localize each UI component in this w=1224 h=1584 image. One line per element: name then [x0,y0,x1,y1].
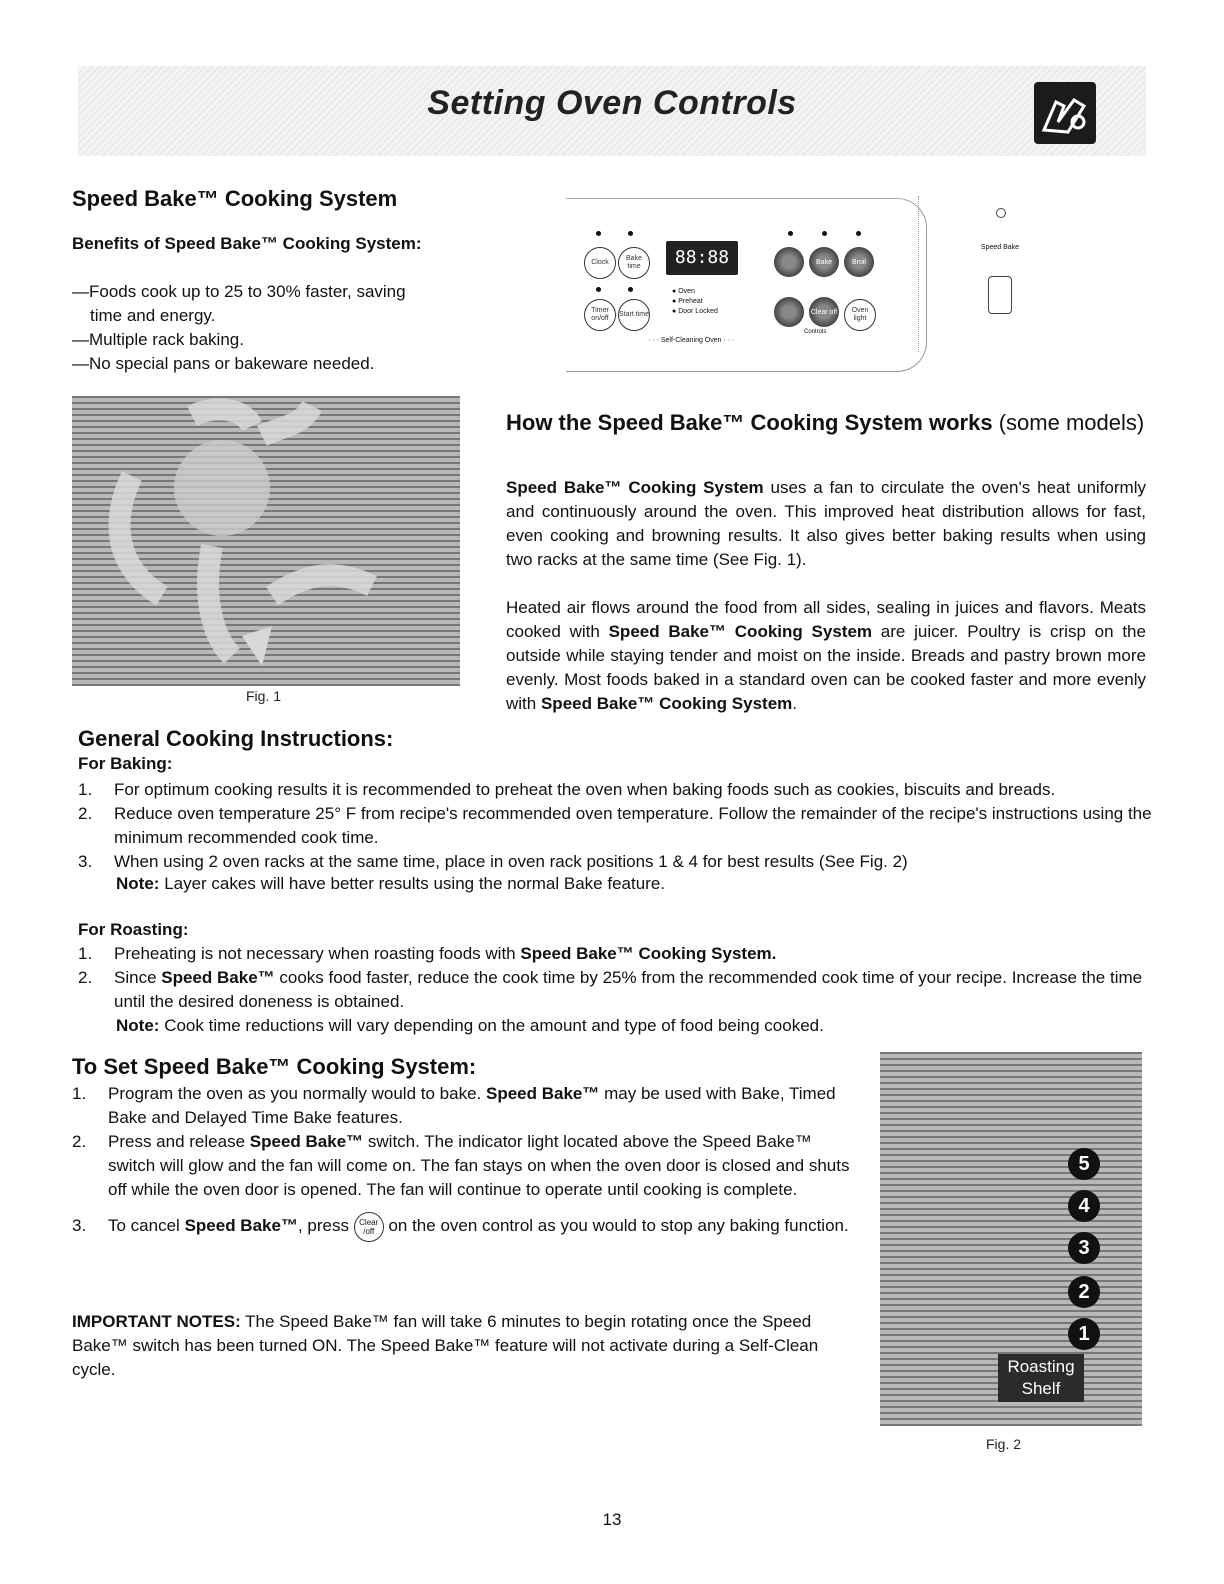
panel-divider [918,196,920,352]
list-item: 2. Since Speed Bake™ cooks food faster, reduce the cook time by 25% from the recommended cook time of your recipe. Increase the time until the desired doneness is obtained. [78,968,1143,1011]
how-it-works-heading: How the Speed Bake™ Cooking System works (some models) [506,410,1145,435]
baking-note: Note: Layer cakes will have better results using the normal Bake feature. [116,874,665,893]
benefit-item: —Foods cook up to 25 to 30% faster, saving time and energy. [72,282,406,325]
important-notes: IMPORTANT NOTES: The Speed Bake™ fan will take 6 minutes to begin rotating once the Speed Bake™ switch has been turned ON. The Speed Bake™ feature will not activate during a Self-Clean cycle. [72,1312,819,1379]
fig1-oven-photo [72,396,460,686]
speed-bake-indicator-light [996,208,1006,218]
baking-list [78,778,1152,874]
for-roasting-heading: For Roasting: [78,920,189,939]
oven-controls-icon [1034,82,1096,144]
roasting-shelf-label: Roasting Shelf [998,1354,1084,1402]
benefits-heading: Benefits of Speed Bake™ Cooking System: [72,234,422,253]
list-item: 1. Preheating is not necessary when roasting foods with Speed Bake™ Cooking System. [78,944,777,963]
page-number: 13 [602,1510,622,1529]
page-title: Setting Oven Controls [427,84,797,122]
speed-bake-heading: Speed Bake™ Cooking System [72,186,398,211]
controls-lock-label: Controls [804,329,827,335]
to-set-list [72,1082,858,1242]
clear-off-key-icon: Clear /off [354,1212,384,1242]
speed-bake-switch[interactable] [988,276,1012,314]
list-item: 3. To cancel Speed Bake™, press Clear /off on the oven control as you would to stop any baking function. [72,1210,858,1242]
header-banner [78,66,1146,156]
list-item: 1. For optimum cooking results it is recommended to preheat the oven when baking foods such as cookies, biscuits and breads. [78,780,1056,799]
speed-bake-panel-button[interactable] [774,247,804,277]
fig2-oven-rack-photo [880,1052,1142,1426]
list-item: 2. Press and release Speed Bake™ switch. The indicator light located above the Speed Bake™ switch will glow and the fan will come on. The fan stays on when the oven door is closed and shuts off while the oven door is opened. The fan will continue to operate until cooking is complete. [72,1132,850,1199]
self-cleaning-label: · · · Self-Cleaning Oven · · · [648,337,735,344]
list-item: 1. Program the oven as you normally would to bake. Speed Bake™ may be used with Bake, Timed Bake and Delayed Time Bake features. [72,1084,836,1127]
fig1-caption: Fig. 1 [246,688,282,704]
rack-position-1: 1 [1068,1318,1100,1350]
bake-time-button[interactable]: Bake time [618,247,650,279]
broil-button[interactable]: Broil [844,247,874,277]
bake-button[interactable]: Bake [809,247,839,277]
timer-button[interactable]: Timer on/off [584,299,616,331]
rack-position-5: 5 [1068,1148,1100,1180]
roasting-list [78,942,1152,1014]
indicator-door-locked: ● Door Locked [672,308,718,315]
general-instructions-heading: General Cooking Instructions: [78,726,394,751]
oven-light-button[interactable]: Oven light [844,299,876,331]
benefit-item: —Multiple rack baking. [72,330,244,349]
clear-off-button[interactable]: Clear off [809,297,839,327]
list-item: 2. Reduce oven temperature 25° F from recipe's recommended oven temperature. Follow the remainder of the recipe's instructions using the minimum recommended cook time. [78,804,1152,847]
for-baking-heading: For Baking: [78,754,173,773]
down-arrow-button[interactable] [774,297,804,327]
rack-position-2: 2 [1068,1276,1100,1308]
roasting-note: Note: Cook time reductions will vary depending on the amount and type of food being cooked. [116,1016,824,1035]
to-set-heading: To Set Speed Bake™ Cooking System: [72,1054,477,1079]
list-item: 3. When using 2 oven racks at the same time, place in oven rack positions 1 & 4 for best results (See Fig. 2) [78,852,908,871]
start-time-button[interactable]: Start time [618,299,650,331]
how-it-works-paragraph-2: Heated air flows around the food from all sides, sealing in juices and flavors. Meats cooked with Speed Bake™ Cooking System are juicer. Poultry is crisp on the outside while staying tender and moist on the inside. Breads and pastry brown more evenly. Most foods baked in a standard oven can be cooked faster and more evenly with Speed Bake™ Cooking System. [506,598,1146,713]
status-indicators [672,287,718,317]
indicator-oven: ● Oven [672,288,695,295]
benefit-item: —No special pans or bakeware needed. [72,354,375,373]
control-panel [566,198,927,372]
speed-bake-label: Speed Bake [980,244,1020,251]
indicator-preheat: ● Preheat [672,298,703,305]
benefits-list [72,280,422,376]
clock-display: 88:88 [666,241,738,275]
how-it-works-paragraph-1: Speed Bake™ Cooking System uses a fan to circulate the oven's heat uniformly and continuously around the oven. This improved heat distribution allows for fast, even cooking and browning results. It also gives better baking results when using two racks at the same time (See Fig. 1). [506,478,1146,569]
clock-button[interactable]: Clock [584,247,616,279]
rack-position-4: 4 [1068,1190,1100,1222]
fig2-caption: Fig. 2 [986,1436,1022,1452]
rack-position-3: 3 [1068,1232,1100,1264]
